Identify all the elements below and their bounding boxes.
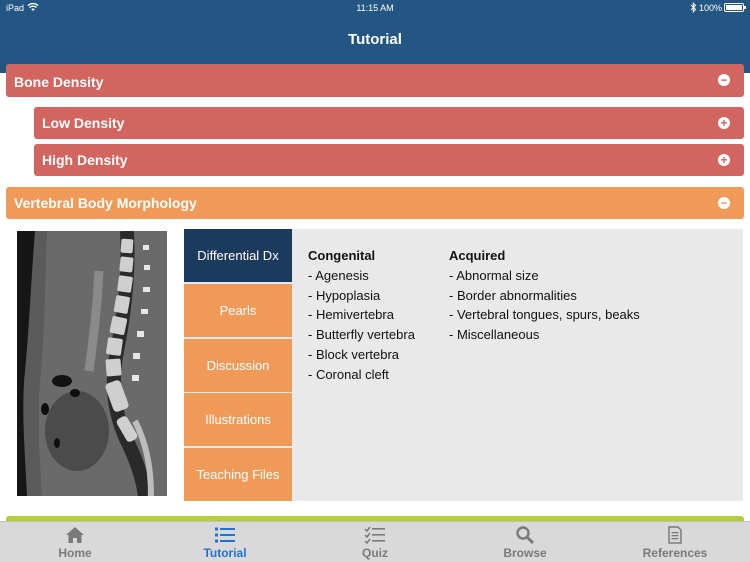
section-high-density[interactable] xyxy=(34,144,744,176)
tabbar-label: Quiz xyxy=(362,546,388,560)
acquired-column xyxy=(449,246,640,345)
document-icon xyxy=(667,526,683,544)
page-title: Tutorial xyxy=(348,31,402,48)
home-icon xyxy=(65,526,85,544)
header-bar xyxy=(0,0,750,73)
list-item: - Coronal cleft xyxy=(308,366,389,382)
tabbar-label: Tutorial xyxy=(203,546,247,560)
tab-bar xyxy=(0,521,750,562)
list-item: - Border abnormalities xyxy=(449,287,577,303)
battery-icon xyxy=(724,3,744,12)
ct-spine-illustration xyxy=(17,231,167,496)
status-bar xyxy=(0,0,750,16)
ct-spine-image[interactable] xyxy=(17,231,167,496)
tabbar-label: Home xyxy=(58,546,92,560)
collapse-icon[interactable]: − xyxy=(718,74,730,86)
section-label: Low Density xyxy=(42,115,125,131)
section-bone-density[interactable] xyxy=(6,64,744,97)
congenital-heading: Congenital xyxy=(308,248,376,263)
tab-differential-dx[interactable]: Differential Dx xyxy=(184,229,292,282)
battery-percentage: 100% xyxy=(698,3,722,13)
acquired-heading: Acquired xyxy=(449,248,506,263)
tabbar-references[interactable] xyxy=(615,522,735,562)
checklist-icon xyxy=(364,526,386,544)
tabbar-home[interactable] xyxy=(15,522,135,562)
search-icon xyxy=(515,526,535,544)
tab-discussion[interactable]: Discussion xyxy=(184,339,292,392)
bluetooth-icon xyxy=(690,2,697,13)
tabbar-label: References xyxy=(642,546,708,560)
tab-illustrations[interactable]: Illustrations xyxy=(184,393,292,446)
congenital-column xyxy=(308,246,415,385)
list-item: - Block vertebra xyxy=(308,346,400,362)
collapse-icon[interactable]: − xyxy=(718,197,730,209)
list-icon xyxy=(214,526,236,544)
list-item: - Butterfly vertebra xyxy=(308,327,415,343)
carrier-label: iPad xyxy=(6,3,25,13)
list-item: - Hypoplasia xyxy=(308,287,381,303)
tabbar-browse[interactable] xyxy=(465,522,585,562)
section-label: Bone Density xyxy=(14,74,104,90)
expand-icon[interactable]: + xyxy=(718,154,730,166)
list-item: - Abnormal size xyxy=(449,267,539,283)
content-panel xyxy=(184,229,743,501)
list-item: - Hemivertebra xyxy=(308,307,394,323)
expand-icon[interactable]: + xyxy=(718,117,730,129)
section-label: Vertebral Body Morphology xyxy=(14,195,197,211)
clock: 11:15 AM xyxy=(356,3,394,13)
tabbar-tutorial[interactable] xyxy=(165,522,285,562)
list-item: - Miscellaneous xyxy=(449,327,540,343)
tab-teaching-files[interactable]: Teaching Files xyxy=(184,448,292,501)
tabbar-quiz[interactable] xyxy=(315,522,435,562)
section-label: High Density xyxy=(42,152,128,168)
tabbar-label: Browse xyxy=(503,546,547,560)
list-item: - Agenesis xyxy=(308,267,369,283)
section-low-density[interactable] xyxy=(34,107,744,139)
section-vertebral-body-morphology[interactable] xyxy=(6,187,744,219)
tab-pearls[interactable]: Pearls xyxy=(184,284,292,337)
list-item: - Vertebral tongues, spurs, beaks xyxy=(449,307,640,323)
